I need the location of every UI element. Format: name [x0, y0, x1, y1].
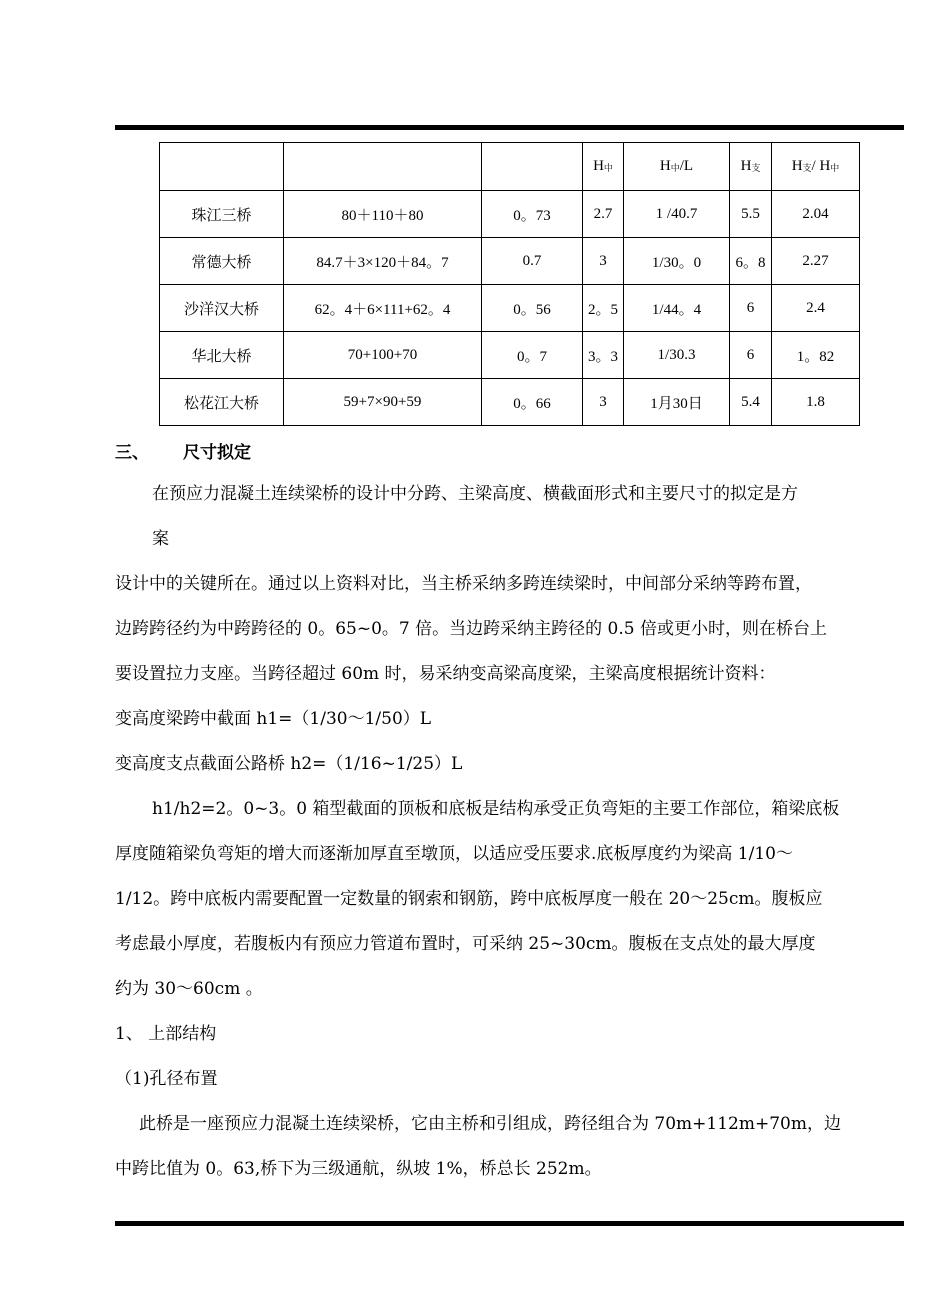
table-cell: 6。8 — [730, 238, 772, 285]
table-cell: 3 — [583, 379, 624, 426]
paragraph-line: h1/h2=2。0~3。0 箱型截面的顶板和底板是结构承受正负弯矩的主要工作部位，箱梁底板 — [152, 799, 840, 819]
table-row — [160, 332, 860, 379]
bottom-rule — [115, 1221, 904, 1226]
table-row — [160, 379, 860, 426]
table-cell: 2.04 — [772, 191, 860, 238]
table-cell: 3 — [583, 238, 624, 285]
table-cell: 5.5 — [730, 191, 772, 238]
subsection-heading: 1、 上部结构 — [115, 1024, 217, 1044]
paragraph-line: 厚度随箱梁负弯矩的增大而逐渐加厚直至墩顶，以适应受压要求.底板厚度约为梁高 1/10～ — [115, 844, 793, 864]
table-cell: 1。82 — [772, 332, 860, 379]
table-cell: 华北大桥 — [160, 332, 284, 379]
paragraph-line: 案 — [152, 529, 169, 549]
table-cell: 1月30日 — [624, 379, 730, 426]
table-cell: 62。4＋6×111+62。4 — [284, 285, 482, 332]
table-cell: 0。66 — [482, 379, 583, 426]
header-cell — [482, 143, 583, 191]
section-heading — [115, 438, 251, 463]
header-cell — [284, 143, 482, 191]
table-cell: 0。7 — [482, 332, 583, 379]
table-cell: 2。5 — [583, 285, 624, 332]
table-cell: 1 /40.7 — [624, 191, 730, 238]
table-cell: 6 — [730, 285, 772, 332]
table-cell: 80＋110＋80 — [284, 191, 482, 238]
table-cell: 2.27 — [772, 238, 860, 285]
table-cell: 6 — [730, 332, 772, 379]
table-cell: 3。3 — [583, 332, 624, 379]
table-cell: 59+7×90+59 — [284, 379, 482, 426]
table-cell: 松花江大桥 — [160, 379, 284, 426]
table-row — [160, 285, 860, 332]
table-cell: 珠江三桥 — [160, 191, 284, 238]
header-cell-h-mid-ratio: $H_中/L$ — [624, 143, 730, 191]
paragraph-line: 要设置拉力支座。当跨径超过 60m 时，易采纳变高梁高度梁，主梁高度根据统计资料： — [115, 664, 776, 684]
table-header-row — [160, 143, 860, 191]
table-cell: 5.4 — [730, 379, 772, 426]
table-cell: 1/30。0 — [624, 238, 730, 285]
section-number: 三、 — [115, 443, 149, 463]
paragraph-line: 1/12。跨中底板内需要配置一定数量的钢索和钢筋，跨中底板厚度一般在 20～25cm。腹板应 — [115, 889, 823, 909]
table-cell: 常德大桥 — [160, 238, 284, 285]
table-cell: 1.8 — [772, 379, 860, 426]
formula-line: 变高度梁跨中截面 h1=（1/30～1/50）L — [115, 709, 432, 729]
header-cell — [160, 143, 284, 191]
top-rule — [115, 125, 904, 130]
subsection-heading: （1)孔径布置 — [115, 1069, 218, 1089]
table-cell: 2.4 — [772, 285, 860, 332]
paragraph-line: 设计中的关键所在。通过以上资料对比，当主桥采纳多跨连续梁时，中间部分采纳等跨布置， — [115, 574, 812, 594]
table-row — [160, 238, 860, 285]
table-cell: 84.7＋3×120＋84。7 — [284, 238, 482, 285]
table-row — [160, 191, 860, 238]
table-cell: 0.7 — [482, 238, 583, 285]
paragraph-line: 约为 30～60cm 。 — [115, 979, 263, 999]
header-cell-h-support: $H_支$ — [730, 143, 772, 191]
table-cell: 1/30.3 — [624, 332, 730, 379]
paragraph-line: 此桥是一座预应力混凝土连续梁桥，它由主桥和引组成，跨径组合为 70m+112m+70m，边 — [139, 1114, 841, 1134]
paragraph-line: 考虑最小厚度，若腹板内有预应力管道布置时，可采纳 25~30cm。腹板在支点处的最大厚度 — [115, 934, 816, 954]
table-cell: 0。56 — [482, 285, 583, 332]
table-cell: 0。73 — [482, 191, 583, 238]
table-cell: 沙洋汉大桥 — [160, 285, 284, 332]
table-cell: 1/44。4 — [624, 285, 730, 332]
header-cell-h-ratio: $H_支/$ $H_中$ — [772, 143, 860, 191]
paragraph-line: 边跨跨径约为中跨跨径的 0。65~0。7 倍。当边跨采纳主跨径的 0.5 倍或更小时，则在桥台上 — [115, 619, 827, 639]
table-cell: 70+100+70 — [284, 332, 482, 379]
formula-line: 变高度支点截面公路桥 h2=（1/16~1/25）L — [115, 754, 463, 774]
paragraph-line: 在预应力混凝土连续梁桥的设计中分跨、主梁高度、横截面形式和主要尺寸的拟定是方 — [152, 484, 798, 504]
table-cell: 2.7 — [583, 191, 624, 238]
header-cell-h-mid: $H_中$ — [583, 143, 624, 191]
section-title: 尺寸拟定 — [183, 443, 251, 463]
bridge-comparison-table — [159, 142, 860, 426]
paragraph-line: 中跨比值为 0。63,桥下为三级通航，纵坡 1%，桥总长 252m。 — [115, 1159, 602, 1179]
